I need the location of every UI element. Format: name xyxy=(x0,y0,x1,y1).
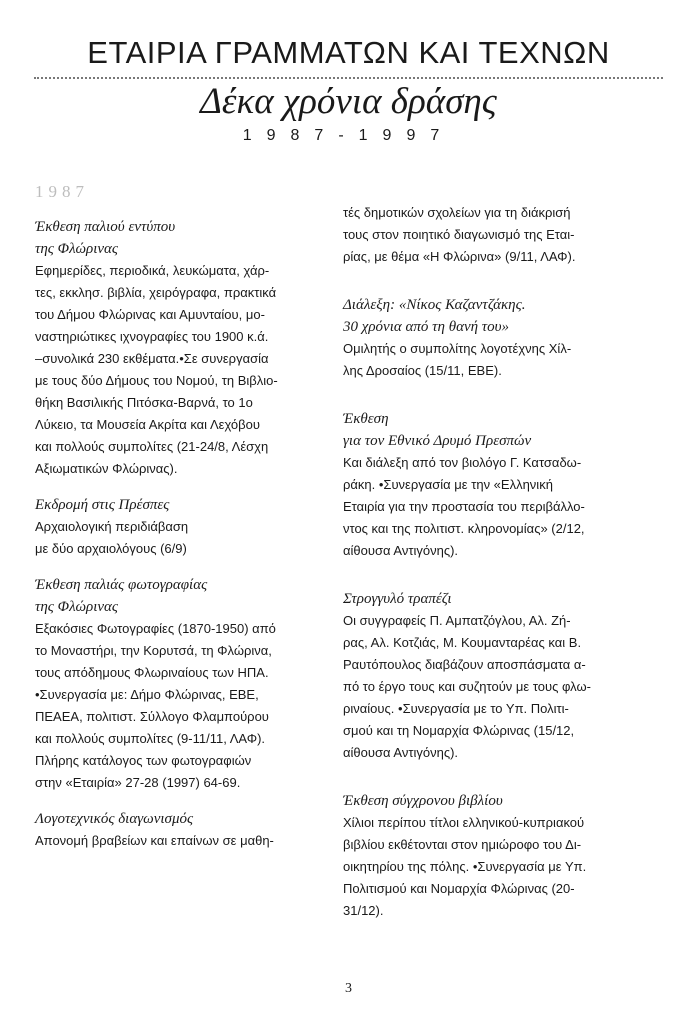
entry-title-line: της Φλώρινας xyxy=(35,599,119,615)
article-entry xyxy=(343,202,633,268)
entry-body-line: •Συνεργασία με: Δήμο Φλώρινας, ΕΒΕ, xyxy=(35,687,259,702)
entry-body-line: ντος και της πολιτιστ. κληρονομίας» (2/12, xyxy=(343,521,585,536)
entry-body-line: το Μοναστήρι, την Κορυτσά, τη Φλώρινα, xyxy=(35,643,272,658)
entry-body-line: και πολλούς συμπολίτες (9-11/11, ΛΑΦ). xyxy=(35,731,266,746)
entry-body-line: με δύο αρχαιολόγους (6/9) xyxy=(35,541,187,556)
entry-body-line: Ραυτόπουλος διαβάζουν αποσπάσματα α- xyxy=(343,657,586,672)
entry-title-line: για τον Εθνικό Δρυμό Πρεσπών xyxy=(343,433,532,449)
article-entry xyxy=(343,790,633,922)
entry-body-line: τους στον ποιητικό διαγωνισμό της Εται- xyxy=(343,227,575,242)
entry-body-line: Εφημερίδες, περιοδικά, λευκώματα, χάρ- xyxy=(35,263,270,278)
entry-body-line: με τους δύο Δήμους του Νομού, τη Βιβλιο- xyxy=(35,373,278,388)
article-entry xyxy=(343,294,633,382)
article-entry xyxy=(35,808,328,852)
article-entry xyxy=(35,216,328,480)
year-range: 1987-1997 xyxy=(242,127,455,144)
article-entry xyxy=(343,588,633,764)
entry-title-line: Λογοτεχνικός διαγωνισμός xyxy=(35,811,194,827)
entry-body-line: Αρχαιολογική περιδιάβαση xyxy=(35,519,189,534)
entry-body-line: 31/12). xyxy=(343,903,384,918)
entry-body-line: ρας, Αλ. Κοτζιάς, Μ. Κουμανταρέας και Β. xyxy=(343,635,582,650)
entry-body-line: Πλήρης κατάλογος των φωτογραφιών xyxy=(35,753,252,768)
entry-body-line: θήκη Βασιλικής Πιτόσκα-Βαρνά, το 1ο xyxy=(35,395,253,410)
entry-title-line: της Φλώρινας xyxy=(35,241,119,257)
entry-body-line: ναστηριώτικες ιχνογραφίες του 1900 κ.ά. xyxy=(35,329,269,344)
organization-title: ΕΤΑΙΡΙΑ ΓΡΑΜΜΑΤΩΝ ΚΑΙ ΤΕΧΝΩΝ xyxy=(87,35,610,70)
left-column xyxy=(35,182,328,852)
entry-body-line: τους απόδημους Φλωριναίους των ΗΠΑ. xyxy=(35,665,269,680)
entry-body-line: τές δημοτικών σχολείων για τη διάκρισή xyxy=(343,205,571,220)
entry-title-line: Έκθεση παλιάς φωτογραφίας xyxy=(35,577,208,593)
entry-body-line: Ομιλητής ο συμπολίτης λογοτέχνης Χίλ- xyxy=(343,341,572,356)
entry-body-line: Απονομή βραβείων και επαίνων σε μαθη- xyxy=(35,833,274,848)
page-subtitle: Δέκα χρόνια δράσης xyxy=(200,81,497,122)
entry-body-line: στην «Εταιρία» 27-28 (1997) 64-69. xyxy=(35,775,241,790)
entry-body-line: Χίλιοι περίπου τίτλοι ελληνικού-κυπριακού xyxy=(343,815,585,830)
article-entry xyxy=(35,574,328,794)
entry-body-line: Οι συγγραφείς Π. Αμπατζόγλου, Αλ. Ζή- xyxy=(343,613,571,628)
page-number: 3 xyxy=(345,981,352,996)
article-entry xyxy=(35,494,328,560)
entry-body-line: Εταιρία για την προστασία του περιβάλλο- xyxy=(343,499,585,514)
dotted-divider xyxy=(34,77,663,79)
entry-body-line: Εξακόσιες Φωτογραφίες (1870-1950) από xyxy=(35,621,276,636)
page-header xyxy=(0,35,697,144)
year-marker: 1987 xyxy=(35,182,89,201)
entry-body-line: οικητηρίου της πόλης. •Συνεργασία με Υπ. xyxy=(343,859,587,874)
entry-title-line: Έκθεση σύγχρονου βιβλίου xyxy=(343,793,503,809)
entry-body-line: ριναίους. •Συνεργασία με το Υπ. Πολιτι- xyxy=(343,701,569,716)
entry-body-line: ρίας, με θέμα «Η Φλώρινα» (9/11, ΛΑΦ). xyxy=(343,249,576,264)
article-entry xyxy=(343,408,633,562)
entry-body-line: βιβλίου εκθέτονται στον ημιώροφο του Δι- xyxy=(343,837,582,852)
entry-body-line: του Δήμου Φλώρινας και Αμυνταίου, μο- xyxy=(35,307,265,322)
entry-body-line: αίθουσα Αντιγόνης). xyxy=(343,745,459,760)
right-column xyxy=(343,202,633,922)
entry-body-line: ράκη. •Συνεργασία με την «Ελληνική xyxy=(343,477,553,492)
entry-body-line: σμού και τη Νομαρχία Φλώρινας (15/12, xyxy=(343,723,575,738)
entry-body-line: Πολιτισμού και Νομαρχία Φλώρινας (20- xyxy=(343,881,575,896)
entry-body-line: αίθουσα Αντιγόνης). xyxy=(343,543,459,558)
entry-body-line: Λύκειο, τα Μουσεία Ακρίτα και Λεχόβου xyxy=(35,417,260,432)
entry-title-line: Έκθεση xyxy=(343,411,389,427)
entry-body-line: λης Δροσαίος (15/11, ΕΒΕ). xyxy=(343,363,502,378)
entry-body-line: –συνολικά 230 εκθέματα.•Σε συνεργασία xyxy=(35,351,269,366)
entry-body-line: τες, εκκλησ. βιβλία, χειρόγραφα, πρακτικά xyxy=(35,285,277,300)
entry-body-line: ΠΕΑΕΑ, πολιτιστ. Σύλλογο Φλαμπούρου xyxy=(35,709,269,724)
entry-title-line: Εκδρομή στις Πρέσπες xyxy=(35,497,170,513)
entry-body-line: και πολλούς συμπολίτες (21-24/8, Λέσχη xyxy=(35,439,269,454)
entry-body-line: Και διάλεξη από τον βιολόγο Γ. Κατσαδω- xyxy=(343,455,582,470)
entry-title-line: Διάλεξη: «Νίκος Καζαντζάκης. xyxy=(343,297,526,313)
entry-title-line: Στρογγυλό τραπέζι xyxy=(343,591,452,607)
entry-body-line: πό το έργο τους και συζητούν με τους φλω- xyxy=(343,679,591,694)
entry-title-line: 30 χρόνια από τη θανή του» xyxy=(343,319,510,335)
entry-body-line: Αξιωματικών Φλώρινας). xyxy=(35,461,178,476)
entry-title-line: Έκθεση παλιού εντύπου xyxy=(35,219,176,235)
